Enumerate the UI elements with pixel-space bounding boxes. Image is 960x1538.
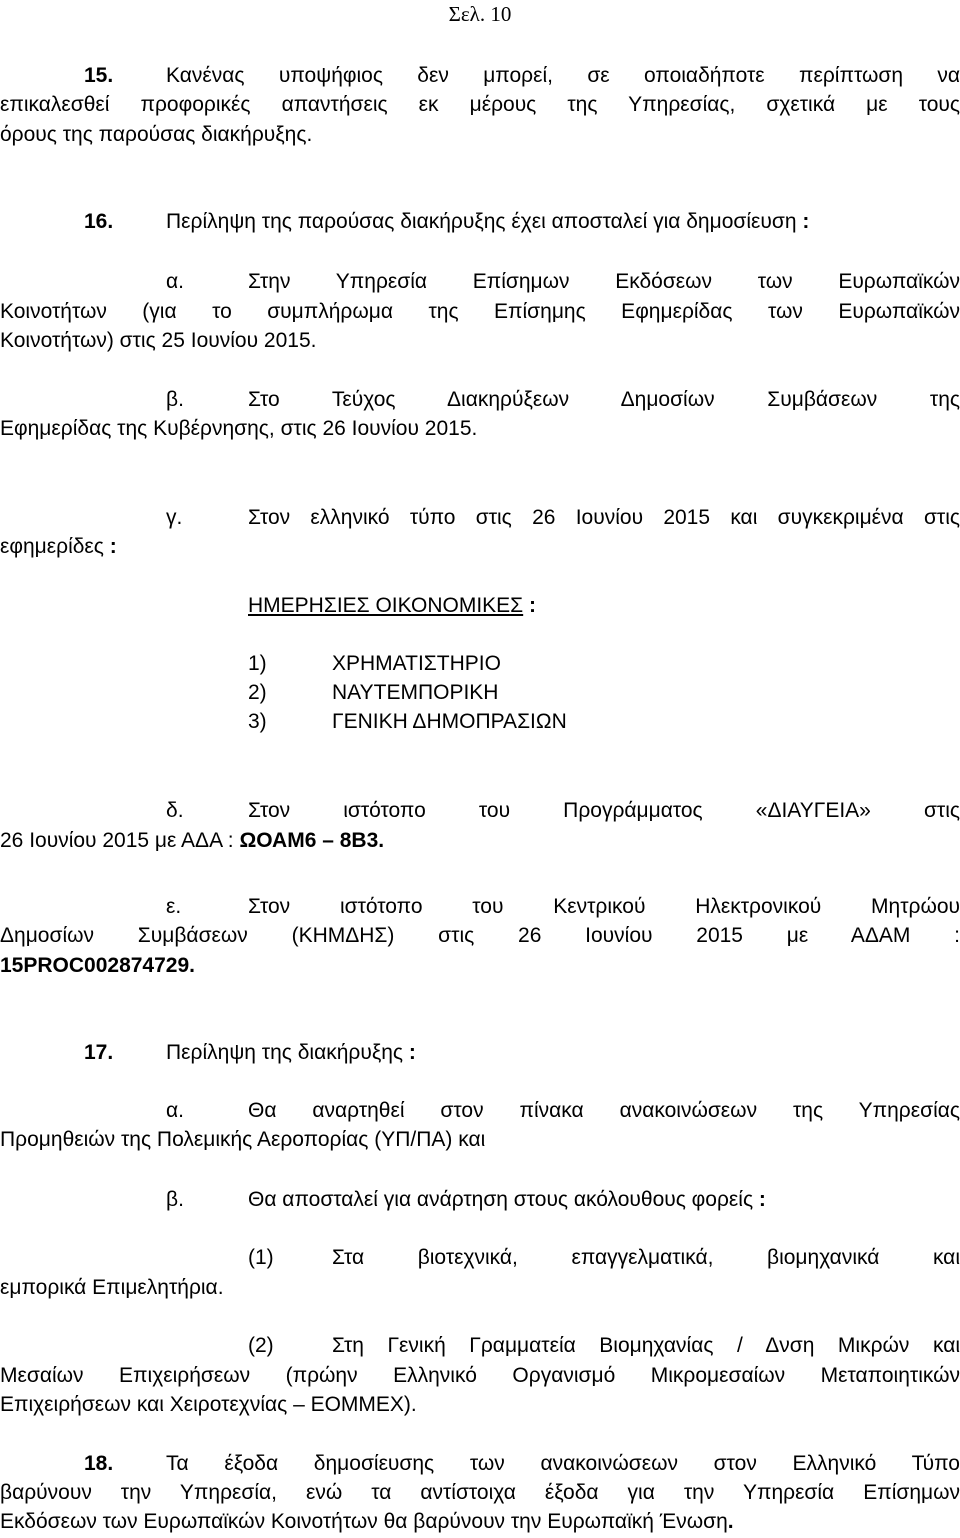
section-18-line2: βαρύνουν την Υπηρεσία, ενώ τα αντίστοιχα έξοδα για την Υπηρεσία Επίσημων [0,1481,960,1504]
item-a-line2: Κοινοτήτων (για το συμπλήρωμα της Επίσημης Εφημερίδας των Ευρωπαϊκών [0,300,960,323]
item-a-line1: Στην Υπηρεσία Επίσημων Εκδόσεων των Ευρωπαϊκών [248,270,960,293]
item-17b-line1: Θα αποσταλεί για ανάρτηση στους ακόλουθους φορείς : [248,1188,766,1211]
sub1-number: (1) [248,1246,274,1269]
newspaper-item-1: 1) ΧΡΗΜΑΤΙΣΤΗΡΙΟ [248,652,501,675]
sub2-line2: Μεσαίων Επιχειρήσεων (πρώην Ελληνικό Οργανισμό Μικρομεσαίων Μεταποιητικών [0,1364,960,1387]
section-17-number: 17. [84,1041,114,1064]
section-18-line3: Εκδόσεων των Ευρωπαϊκών Κοινοτήτων θα βαρύνουν την Ευρωπαϊκή Ένωση. [0,1510,734,1533]
item-b-line2: Εφημερίδας της Κυβέρνησης, στις 26 Ιουνίου 2015. [0,417,478,440]
sub2-line1: Στη Γενική Γραμματεία Βιομηχανίας / Δνση Μικρών και [332,1334,960,1357]
item-17a-line1: Θα αναρτηθεί στον πίνακα ανακοινώσεων της Υπηρεσίας [248,1099,960,1122]
newspaper-item-2: 2) ΝΑΥΤΕΜΠΟΡΙΚΗ [248,681,499,704]
section-15-line2: επικαλεσθεί προφορικές απαντήσεις εκ μέρους της Υπηρεσίας, σχετικά με τους [0,93,960,116]
item-e-line2: Δημοσίων Συμβάσεων (ΚΗΜΔΗΣ) στις 26 Ιουνίου 2015 με ΑΔΑΜ : [0,924,960,947]
item-a-line3: Κοινοτήτων) στις 25 Ιουνίου 2015. [0,329,317,352]
sub2-number: (2) [248,1334,274,1357]
item-e-line1: Στον ιστότοπο του Κεντρικού Ηλεκτρονικού Μητρώου [248,895,960,918]
item-d-line1: Στον ιστότοπο του Προγράμματος «ΔΙΑΥΓΕΙΑ» στις [248,799,960,822]
section-15-number: 15. [84,64,114,87]
item-d-letter: δ. [166,799,184,822]
item-a-letter: α. [166,270,184,293]
page-number: Σελ. 10 [448,2,512,26]
section-18-line1: Τα έξοδα δημοσίευσης των ανακοινώσεων στον Ελληνικό Τύπο [166,1452,960,1475]
section-17-title: Περίληψη της διακήρυξης : [166,1041,416,1064]
item-c-letter: γ. [166,506,183,529]
item-17a-letter: α. [166,1099,184,1122]
sub1-line1: Στα βιοτεχνικά, επαγγελματικά, βιομηχανικά και [332,1246,960,1269]
item-b-line1: Στο Τεύχος Διακηρύξεων Δημοσίων Συμβάσεων της [248,388,960,411]
item-17b-letter: β. [166,1188,184,1211]
newspapers-heading: ΗΜΕΡΗΣΙΕΣ ΟΙΚΟΝΟΜΙΚΕΣ : [248,594,537,617]
item-e-letter: ε. [166,895,182,918]
item-d-line2: 26 Ιουνίου 2015 με ΑΔΑ : ΩΟΑΜ6 – 8Β3. [0,829,385,852]
newspaper-item-3: 3) ΓΕΝΙΚΗ ΔΗΜΟΠΡΑΣΙΩΝ [248,710,567,733]
item-c-line1: Στον ελληνικό τύπο στις 26 Ιουνίου 2015 και συγκεκριμένα στις [248,506,960,529]
section-15-line3: όρους της παρούσας διακήρυξης. [0,123,313,146]
section-16-number: 16. [84,210,114,233]
ada-code: ΩΟΑΜ6 – 8Β3. [239,829,385,852]
section-18-number: 18. [84,1452,114,1475]
adam-code: 15PROC002874729. [0,954,195,977]
section-15-line1: Κανένας υποψήφιος δεν μπορεί, σε οποιαδήποτε περίπτωση να [166,64,960,87]
item-b-letter: β. [166,388,184,411]
item-17a-line2: Προμηθειών της Πολεμικής Αεροπορίας (ΥΠ/ΠΑ) και [0,1128,486,1151]
section-16-title: Περίληψη της παρούσας διακήρυξης έχει αποσταλεί για δημοσίευση : [166,210,810,233]
sub1-line2: εμπορικά Επιμελητήρια. [0,1276,224,1299]
sub2-line3: Επιχειρήσεων και Χειροτεχνίας – ΕΟΜΜΕΧ). [0,1393,417,1416]
item-c-line2: εφημερίδες : [0,535,117,558]
